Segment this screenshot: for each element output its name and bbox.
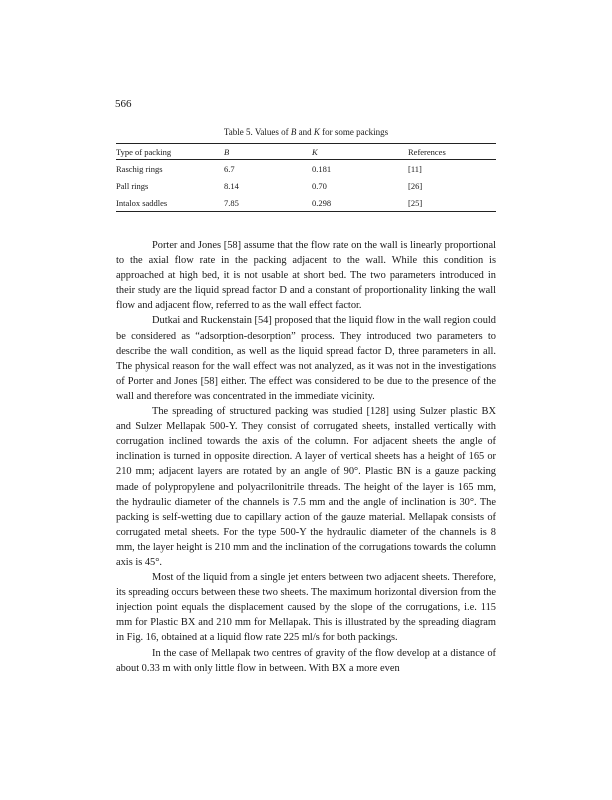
paragraph-liquid-spreading: Most of the liquid from a single jet enters between two adjacent sheets. Therefore, its spreading occurs between these two sheets. The maximum horizontal diversion from the injection point equals the displacement caused by the slope of the corrugations, i.e. 115 mm for Plastic BX and 210 mm for Mellapak. This is illustrated by the spreading diagram in Fig. 16, obtained at a liquid flow rate 225 ml/s for both packings.: [116, 572, 496, 644]
caption-prefix: Table 5. Values of: [223, 127, 289, 137]
paragraph-mellapak-flow: In the case of Mellapak two centres of gravity of the flow develop at a distance of about 0.33 m with only little flow in between. With BX a more even: [116, 647, 496, 674]
table-row: [116, 194, 496, 212]
paragraph-dutkai-ruckenstain: Dutkai and Ruckenstain [54] proposed that the liquid flow in the wall region could be considered as “adsorption-desorption” process. They introduced two parameters to describe the wall condition, as well as the liquid spread factor D, three parameters in all. The physical reason for the wall effect was not analyzed, as it was not in the investigations of Porter and Jones [58] either. The effect was considered to be due to the presence of the wall and therefore was concentrated in the immediate vicinity.: [116, 315, 496, 402]
cell-b-value: 8.14: [224, 181, 239, 191]
header-k: K: [312, 144, 408, 160]
caption-and: and: [298, 127, 312, 137]
caption-k: K: [313, 127, 320, 137]
cell-packing-type: Intalox saddles: [116, 194, 224, 212]
table-header-row: [116, 144, 496, 160]
cell-k-value: 0.181: [312, 164, 332, 174]
cell-b-value: 7.85: [224, 194, 312, 212]
header-references: References: [408, 144, 496, 160]
header-b: B: [224, 144, 312, 160]
cell-k-value: 0.298: [312, 194, 408, 212]
header-type-of-packing: Type of packing: [116, 144, 224, 160]
table-row: [116, 160, 496, 178]
cell-reference: [11]: [408, 164, 422, 174]
cell-k-value: 0.70: [312, 181, 327, 191]
caption-b: B: [290, 127, 297, 137]
cell-reference: [26]: [408, 181, 423, 191]
packing-values-table: [116, 143, 496, 212]
table-row: [116, 177, 496, 194]
page-number: 566: [115, 98, 132, 110]
cell-reference: [25]: [408, 194, 496, 212]
table-caption: [0, 127, 612, 137]
cell-packing-type: Pall rings: [116, 181, 149, 191]
paragraph-structured-packing: The spreading of structured packing was studied [128] using Sulzer plastic BX and Sulzer Mellapak 500-Y. They consist of corrugated sheets, installed vertically with corrugation inclined towards the axis of the column. For adjacent sheets the angle of inclination is turned in opposite direction. A layer of vertical sheets has a height of 165 or 210 mm; adjacent layers are rotated by an angle of 90°. Plastic BN is a gauze packing made of polypropylene and polyacrilonitrile threads. The height of the layer is 165 mm, the hydraulic diameter of the channels is 7.5 mm and the angle of inclination is 30°. The packing is self-wetting due to capillary action of the gauze material. Mellapak consists of corrugated metal sheets. For the type 500-Y the hydraulic diameter of the channels is 8 mm, the layer height is 210 mm and the inclination of the corrugations towards the column axis is 45°.: [116, 406, 496, 568]
caption-suffix: for some packings: [322, 127, 389, 137]
paragraph-porter-jones: Porter and Jones [58] assume that the flow rate on the wall is linearly proportional to the axial flow rate in the packing adjacent to the wall. While this condition is approached at high bed, it is not usable at short bed. The two parameters introduced in their study are the liquid spread factor D and a constant of proportionality linking the wall flow and adjacent flow, referred to as the wall effect factor.: [116, 240, 496, 312]
body-text: [116, 238, 496, 676]
cell-packing-type: Raschig rings: [116, 164, 163, 174]
cell-b-value: 6.7: [224, 164, 235, 174]
